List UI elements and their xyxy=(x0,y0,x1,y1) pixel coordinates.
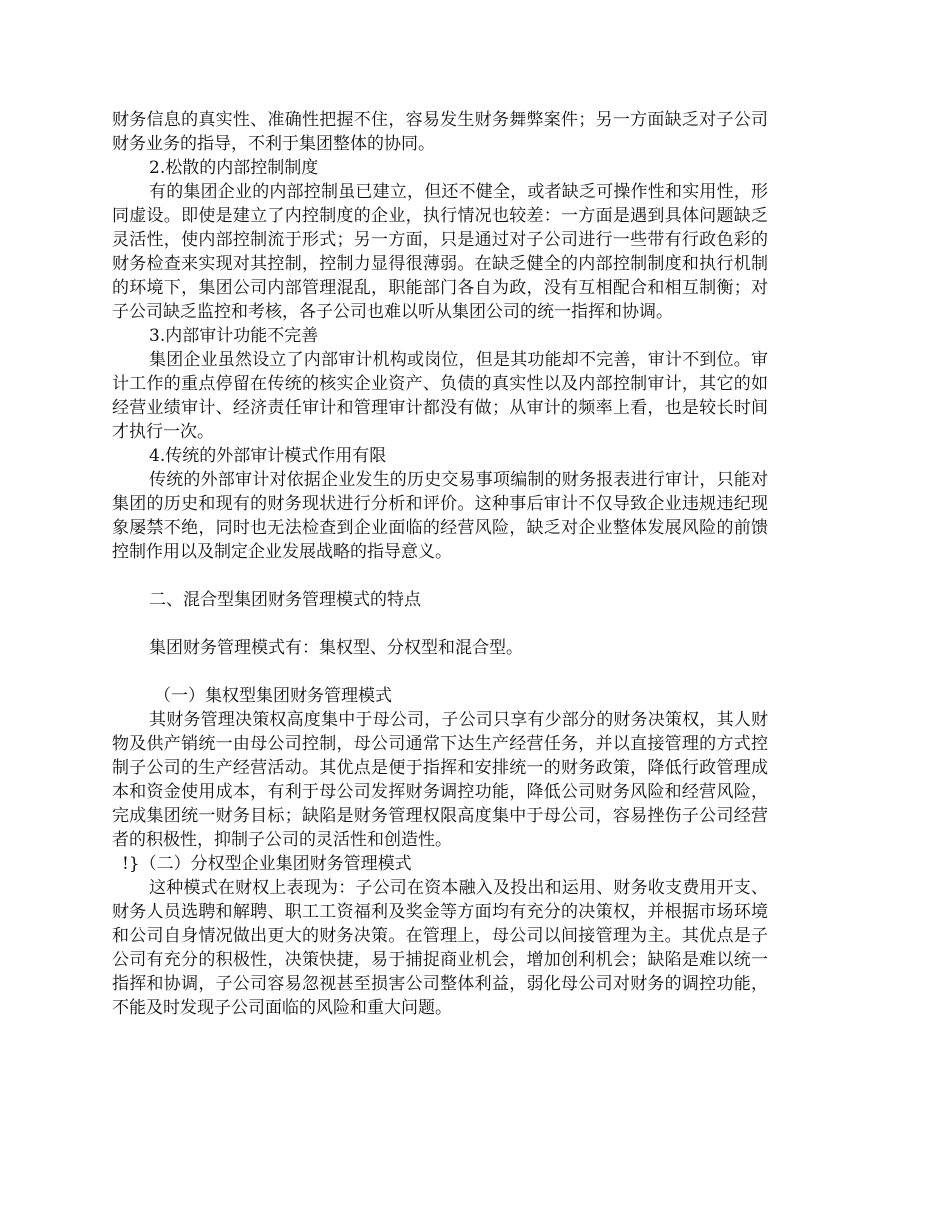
heading-loose-internal-control: 2.松散的内部控制制度 xyxy=(149,158,319,178)
spacer xyxy=(112,612,768,636)
subsection-heading-decentralized: !}（二）分权型企业集团财务管理模式 xyxy=(122,854,412,874)
paragraph-external-audit: 传统的外部审计对依据企业发生的历史交易事项编制的财务报表进行审计，只能对集团的历史和现有的财务现状进行分析和评价。这种事后审计不仅导致企业违规违纪现象屡禁不绝，同时也无法检查到企业面临的经营风险，缺乏对企业整体发展风险的前馈控制作用以及制定企业发展战略的指导意义。 xyxy=(112,470,768,562)
paragraph-centralized: 其财务管理决策权高度集中于母公司，子公司只享有少部分的财务决策权，其人财物及供产销统一由母公司控制，母公司通常下达生产经营任务，并以直接管理的方式控制子公司的生产经营活动。其优点是便于指挥和安排统一的财务政策，降低行政管理成本和资金使用成本，有利于母公司发挥财务调控功能，降低公司财务风险和经营风险，完成集团统一财务目标；缺陷是财务管理权限高度集中于母公司，容易挫伤子公司经营者的积极性，抑制子公司的灵活性和创造性。 xyxy=(112,710,768,850)
heading-internal-audit: 3.内部审计功能不完善 xyxy=(149,326,319,346)
spacer xyxy=(112,564,768,588)
paragraph-internal-control: 有的集团企业的内部控制虽已建立，但还不健全，或者缺乏可操作性和实用性，形同虚设。即使是建立了内控制度的企业，执行情况也较差：一方面是遇到具体问题缺乏灵活性，使内部控制流于形式；另一方面，只是通过对子公司进行一些带有行政色彩的财务检查来实现对其控制，控制力显得很薄弱。在缺乏健全的内部控制制度和执行机制的环境下，集团公司内部管理混乱，职能部门各自为政，没有互相配合和相互制衡；对子公司缺乏监控和考核，各子公司也难以听从集团公司的统一指挥和协调。 xyxy=(112,182,768,322)
heading-external-audit: 4.传统的外部审计模式作用有限 xyxy=(149,446,387,466)
subsection-heading-centralized: （一）集权型集团财务管理模式 xyxy=(154,686,392,706)
paragraph-internal-audit: 集团企业虽然设立了内部审计机构或岗位，但是其功能却不完善，审计不到位。审计工作的重点停留在传统的核实企业资产、负债的真实性以及内部控制审计，其它的如经营业绩审计、经济责任审计和管理审计都没有做；从审计的频率上看，也是较长时间才执行一次。 xyxy=(112,350,768,442)
section-heading-hybrid-mode: 二、混合型集团财务管理模式的特点 xyxy=(149,590,421,610)
spacer xyxy=(112,660,768,684)
paragraph-decentralized: 这种模式在财权上表现为：子公司在资本融入及投出和运用、财务收支费用开支、财务人员选聘和解聘、职工工资福利及奖金等方面均有充分的决策权，并根据市场环境和公司自身情况做出更大的财务决策。在管理上，母公司以间接管理为主。其优点是子公司有充分的积极性，决策快捷，易于捕捉商业机会，增加创利机会；缺陷是难以统一指挥和协调，子公司容易忽视甚至损害公司整体利益，弱化母公司对财务的调控功能，不能及时发现子公司面临的风险和重大问题。 xyxy=(112,878,768,1018)
document-page xyxy=(112,108,768,1020)
paragraph-management-modes: 集团财务管理模式有：集权型、分权型和混合型。 xyxy=(149,638,523,658)
paragraph-financial-info: 财务信息的真实性、准确性把握不住，容易发生财务舞弊案件；另一方面缺乏对子公司财务业务的指导，不利于集团整体的协同。 xyxy=(112,110,768,154)
